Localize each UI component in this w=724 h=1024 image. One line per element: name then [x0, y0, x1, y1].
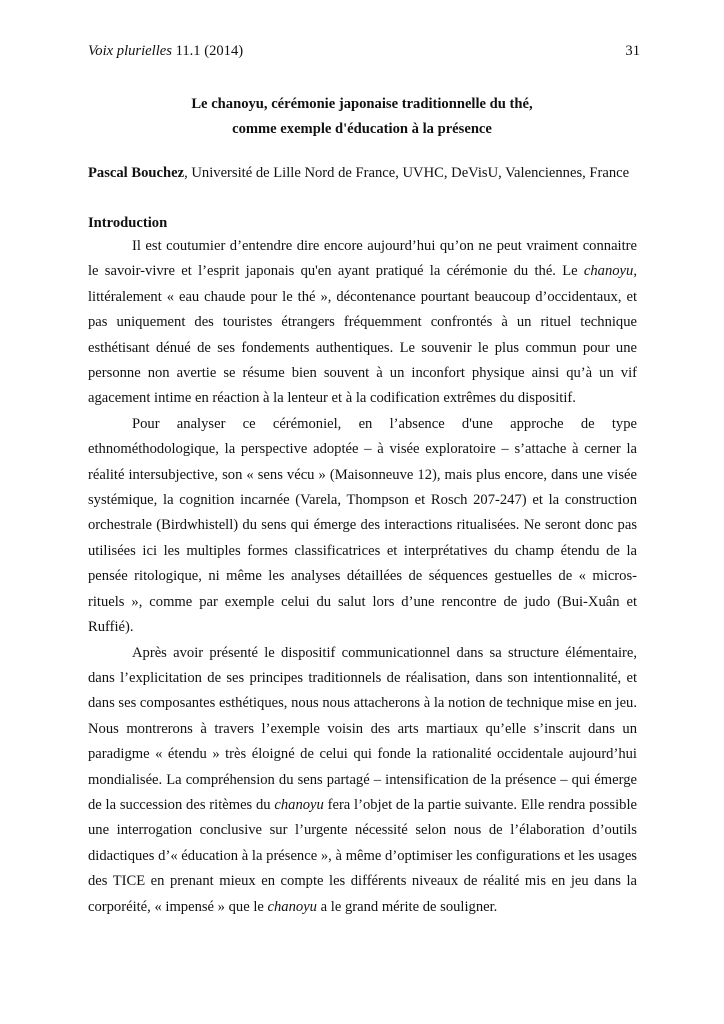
paragraph-2 — [88, 412, 637, 641]
paragraph-3-text-b: fera l’objet de la partie suivante. Elle rendra possible une interrogation conclusive sur l’urgente nécessité selon nous de l’élaboration d’outils didactiques d’« éducation à la présence », à même d’optimiser les configurations et les usages des TICE en prenant mieux en compte les différents niveaux de réalité mis en jeu dans la corporéité, « impensé » que le — [88, 796, 637, 915]
paragraph-3-text-a: Après avoir présenté le dispositif communicationnel dans sa structure élémentaire, dans l’explicitation de ses principes traditionnels de réalisation, dans son intentionnalité, et dans ses composantes esthétiques, nous nous attacherons à la notion de technique mise en jeu. Nous montrerons à travers l’exemple voisin des arts martiaux qu’elle s’inscrit dans un paradigme « étendu » très éloigné de celui qui fonde la rationalité occidentale aujourd’hui mondialisée. La compréhension du sens partagé – intensification de la présence – qui émerge de la succession des ritèmes du — [88, 644, 637, 813]
author-line — [88, 163, 640, 183]
title-line-2: comme exemple d'éducation à la présence — [232, 121, 492, 137]
paragraph-1-term: chanoyu — [583, 263, 634, 280]
article-title — [88, 92, 636, 142]
paragraph-1 — [88, 234, 637, 412]
journal-citation — [88, 43, 243, 60]
paragraph-3-term-2: chanoyu — [267, 898, 317, 915]
page-header — [88, 43, 640, 63]
paragraph-1-text-a: Il est coutumier d’entendre dire encore aujourd’hui qu’on ne peut vraiment connaitre le savoir-vivre et l’esprit japonais qu'en ayant pratiqué la cérémonie du thé. Le — [88, 238, 637, 280]
paragraph-3-text-c: a le grand mérite de souligner. — [316, 898, 498, 915]
title-line-1: Le chanoyu, cérémonie japonaise traditionnelle du thé, — [191, 96, 533, 112]
paragraph-3 — [88, 641, 637, 920]
page-number: 31 — [625, 43, 640, 59]
paragraph-3-term-1: chanoyu — [274, 796, 324, 813]
paragraph-1-text-b: , littéralement « eau chaude pour le thé », décontenance pourtant beaucoup d’occidentaux, et pas uniquement des touristes étrangers fréquemment confrontés à un rituel technique esthétisant dénué de ses fondements authentiques. Le souvenir le plus commun pour une personne non avertie se résume bien souvent à un inconfort physique ainsi qu’à un vif agacement intime en réaction à la lenteur et à la codification extrêmes du dispositif. — [88, 263, 637, 407]
paragraph-2-text: Pour analyser ce cérémoniel, en l’absence d'une approche de type ethnométhodologique, la perspective adoptée – à visée exploratoire – s’attache à cerner la réalité intersubjective, son « sens vécu » (Maisonneuve 12), mais plus encore, dans une visée systémique, la cognition incarnée (Varela, Thompson et Rosch 207-247) et la construction orchestrale (Birdwhistell) du sens qui émerge des interactions ritualisées. Ne seront donc pas utilisées ici les multiples formes classificatrices et interprétatives du champ étendu de la pensée ritologique, ni même les analyses détaillées de séquences gestuelles de « micros-rituels », comme par exemple celui du salut lors d’une rencontre de judo (Bui-Xuân et Ruffié). — [88, 415, 637, 636]
author-affiliation: , Université de Lille Nord de France, UVHC, DeVisU, Valenciennes, France — [184, 165, 630, 181]
author-name: Pascal Bouchez — [88, 165, 185, 181]
journal-issue: 11.1 (2014) — [175, 43, 244, 59]
journal-name: Voix plurielles — [88, 43, 172, 59]
section-heading: Introduction — [88, 215, 168, 231]
article-body — [88, 234, 637, 920]
